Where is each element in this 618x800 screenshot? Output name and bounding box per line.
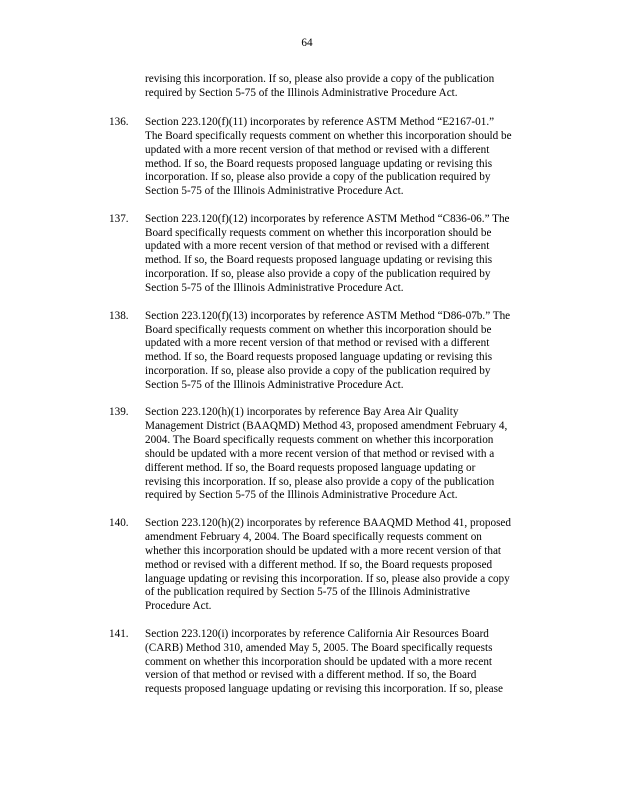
text-line: Section 223.120(h)(1) incorporates by reference Bay Area Air Quality	[145, 406, 459, 418]
text-line: comment on whether this incorporation should be updated with a more recent	[145, 656, 493, 668]
text-line: incorporation. If so, please also provide a copy of the publication required by	[145, 365, 491, 377]
text-line: Section 223.120(f)(11) incorporates by reference ASTM Method “E2167-01.”	[145, 116, 495, 128]
text-line: incorporation. If so, please also provide a copy of the publication required by	[145, 268, 491, 280]
text-line: updated with a more recent version of that method or revised with a different	[145, 240, 490, 252]
item-number: 141.	[109, 628, 129, 640]
text-line: amendment February 4, 2004. The Board specifically requests comment on	[145, 531, 482, 543]
text-line: updated with a more recent version of that method or revised with a different	[145, 337, 490, 349]
text-line: Management District (BAAQMD) Method 43, proposed amendment February 4,	[145, 420, 508, 432]
text-line: requests proposed language updating or revising this incorporation. If so, please	[145, 683, 503, 695]
text-line: Section 5-75 of the Illinois Administrative Procedure Act.	[145, 185, 404, 197]
text-line: version of that method or revised with a different method. If so, the Board	[145, 669, 477, 681]
text-line: The Board specifically requests comment on whether this incorporation should be	[145, 130, 512, 142]
text-line: method. If so, the Board requests proposed language updating or revising this	[145, 254, 493, 266]
text-line: updated with a more recent version of that method or revised with a different	[145, 144, 490, 156]
text-line: method. If so, the Board requests proposed language updating or revising this	[145, 351, 493, 363]
text-line: Section 5-75 of the Illinois Administrative Procedure Act.	[145, 282, 404, 294]
text-line: different method. If so, the Board requests proposed language updating or	[145, 462, 476, 474]
text-line: (CARB) Method 310, amended May 5, 2005. The Board specifically requests	[145, 642, 493, 654]
text-line: of the publication required by Section 5-75 of the Illinois Administrative	[145, 586, 470, 598]
text-line: whether this incorporation should be updated with a more recent version of that	[145, 545, 502, 557]
text-line: Section 5-75 of the Illinois Administrative Procedure Act.	[145, 379, 404, 391]
text-line: Section 223.120(h)(2) incorporates by reference BAAQMD Method 41, proposed	[145, 517, 511, 529]
text-line: required by Section 5-75 of the Illinois Administrative Procedure Act.	[145, 489, 458, 501]
text-line: Section 223.120(i) incorporates by reference California Air Resources Board	[145, 628, 489, 640]
text-line: required by Section 5-75 of the Illinois Administrative Procedure Act.	[145, 87, 458, 99]
text-line: Procedure Act.	[145, 600, 212, 612]
text-line: Board specifically requests comment on whether this incorporation should be	[145, 324, 492, 336]
item-number: 136.	[109, 116, 129, 128]
text-line: revising this incorporation. If so, please also provide a copy of the publication	[145, 73, 495, 85]
item-number: 138.	[109, 310, 129, 322]
item-number: 139.	[109, 406, 129, 418]
text-line: revising this incorporation. If so, please also provide a copy of the publication	[145, 476, 495, 488]
text-line: language updating or revising this incorporation. If so, please also provide a copy	[145, 573, 510, 585]
text-line: Board specifically requests comment on whether this incorporation should be	[145, 227, 492, 239]
text-line: method or revised with a different method. If so, the Board requests proposed	[145, 559, 493, 571]
text-line: incorporation. If so, please also provide a copy of the publication required by	[145, 171, 491, 183]
item-number: 137.	[109, 213, 129, 225]
text-line: method. If so, the Board requests proposed language updating or revising this	[145, 158, 493, 170]
text-line: 2004. The Board specifically requests comment on whether this incorporation	[145, 434, 494, 446]
text-line: Section 223.120(f)(12) incorporates by reference ASTM Method “C836-06.” The	[145, 213, 510, 225]
item-number: 140.	[109, 517, 129, 529]
text-line: Section 223.120(f)(13) incorporates by reference ASTM Method “D86-07b.” The	[145, 310, 511, 322]
page-number: 64	[301, 37, 313, 49]
text-line: should be updated with a more recent version of that method or revised with a	[145, 448, 495, 460]
